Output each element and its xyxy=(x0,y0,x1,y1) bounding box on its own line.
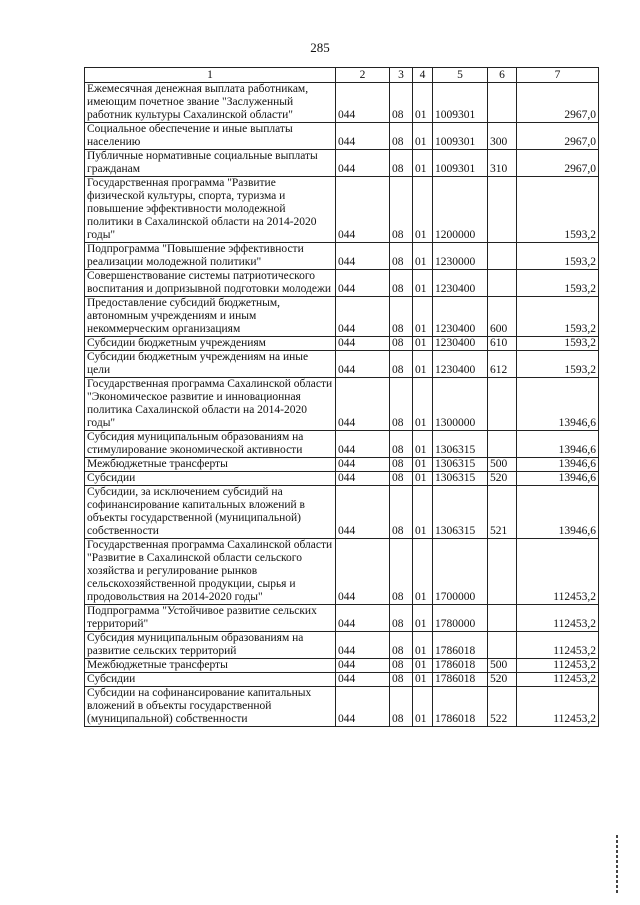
expense-type-cell xyxy=(488,632,517,659)
section-code-cell: 08 xyxy=(390,378,413,431)
section-code-cell: 08 xyxy=(390,659,413,673)
subsection-code-cell: 01 xyxy=(413,605,433,632)
table-row xyxy=(85,270,599,297)
amount-cell: 1593,2 xyxy=(517,270,599,297)
target-article-cell: 1009301 xyxy=(433,83,488,123)
item-name-cell: Межбюджетные трансферты xyxy=(85,659,336,673)
target-article-cell: 1786018 xyxy=(433,659,488,673)
ministry-code-cell: 044 xyxy=(336,297,390,337)
ministry-code-cell: 044 xyxy=(336,270,390,297)
item-name-cell: Ежемесячная денежная выплата работникам, имеющим почетное звание "Заслуженный работник культуры Сахалинской области" xyxy=(85,83,336,123)
target-article-cell: 1780000 xyxy=(433,605,488,632)
table-row xyxy=(85,472,599,486)
expense-type-cell xyxy=(488,83,517,123)
table-row xyxy=(85,539,599,605)
ministry-code-cell: 044 xyxy=(336,123,390,150)
ministry-code-cell: 044 xyxy=(336,337,390,351)
section-code-cell: 08 xyxy=(390,632,413,659)
section-code-cell: 08 xyxy=(390,351,413,378)
target-article-cell: 1230400 xyxy=(433,270,488,297)
section-code-cell: 08 xyxy=(390,177,413,243)
section-code-cell: 08 xyxy=(390,270,413,297)
item-name-cell: Государственная программа Сахалинской области "Развитие в Сахалинской области сельского хозяйства и регулирование рынков сельскохозяйственной продукции, сырья и продовольствия на 2014-2020 годы" xyxy=(85,539,336,605)
amount-cell: 112453,2 xyxy=(517,659,599,673)
item-name-cell: Социальное обеспечение и иные выплаты населению xyxy=(85,123,336,150)
target-article-cell: 1306315 xyxy=(433,472,488,486)
section-code-cell: 08 xyxy=(390,539,413,605)
subsection-code-cell: 01 xyxy=(413,659,433,673)
amount-cell: 2967,0 xyxy=(517,150,599,177)
amount-cell: 13946,6 xyxy=(517,472,599,486)
target-article-cell: 1786018 xyxy=(433,687,488,727)
subsection-code-cell: 01 xyxy=(413,243,433,270)
ministry-code-cell: 044 xyxy=(336,539,390,605)
item-name-cell: Межбюджетные трансферты xyxy=(85,458,336,472)
section-code-cell: 08 xyxy=(390,472,413,486)
scan-edge-mark xyxy=(616,835,618,895)
expense-type-cell xyxy=(488,605,517,632)
table-row xyxy=(85,632,599,659)
subsection-code-cell: 01 xyxy=(413,351,433,378)
item-name-cell: Субсидии на софинансирование капитальных вложений в объекты государственной (муниципальной) собственности xyxy=(85,687,336,727)
item-name-cell: Субсидии xyxy=(85,472,336,486)
ministry-code-cell: 044 xyxy=(336,351,390,378)
subsection-code-cell: 01 xyxy=(413,486,433,539)
table-row xyxy=(85,659,599,673)
table-row xyxy=(85,431,599,458)
column-header: 5 xyxy=(433,68,488,83)
table-row xyxy=(85,378,599,431)
ministry-code-cell: 044 xyxy=(336,431,390,458)
ministry-code-cell: 044 xyxy=(336,472,390,486)
target-article-cell: 1306315 xyxy=(433,486,488,539)
expense-type-cell: 310 xyxy=(488,150,517,177)
section-code-cell: 08 xyxy=(390,83,413,123)
item-name-cell: Государственная программа "Развитие физической культуры, спорта, туризма и повышение эффективности молодежной политики в Сахалинской области на 2014-2020 годы" xyxy=(85,177,336,243)
subsection-code-cell: 01 xyxy=(413,632,433,659)
item-name-cell: Субсидия муниципальным образованиям на развитие сельских территорий xyxy=(85,632,336,659)
ministry-code-cell: 044 xyxy=(336,673,390,687)
item-name-cell: Субсидия муниципальным образованиям на стимулирование экономической активности xyxy=(85,431,336,458)
expense-type-cell: 521 xyxy=(488,486,517,539)
column-header: 4 xyxy=(413,68,433,83)
section-code-cell: 08 xyxy=(390,605,413,632)
expense-type-cell: 300 xyxy=(488,123,517,150)
ministry-code-cell: 044 xyxy=(336,378,390,431)
table-row xyxy=(85,150,599,177)
subsection-code-cell: 01 xyxy=(413,297,433,337)
section-code-cell: 08 xyxy=(390,150,413,177)
item-name-cell: Субсидии, за исключением субсидий на софинансирование капитальных вложений в объекты государственной (муниципальной) собственности xyxy=(85,486,336,539)
table-row xyxy=(85,605,599,632)
amount-cell: 13946,6 xyxy=(517,486,599,539)
expense-type-cell xyxy=(488,431,517,458)
target-article-cell: 1230400 xyxy=(433,351,488,378)
section-code-cell: 08 xyxy=(390,243,413,270)
section-code-cell: 08 xyxy=(390,297,413,337)
ministry-code-cell: 044 xyxy=(336,83,390,123)
table-row xyxy=(85,243,599,270)
amount-cell: 112453,2 xyxy=(517,673,599,687)
item-name-cell: Субсидии xyxy=(85,673,336,687)
ministry-code-cell: 044 xyxy=(336,243,390,270)
amount-cell: 112453,2 xyxy=(517,687,599,727)
section-code-cell: 08 xyxy=(390,431,413,458)
subsection-code-cell: 01 xyxy=(413,673,433,687)
amount-cell: 1593,2 xyxy=(517,351,599,378)
expense-type-cell: 520 xyxy=(488,472,517,486)
expense-type-cell: 600 xyxy=(488,297,517,337)
target-article-cell: 1230000 xyxy=(433,243,488,270)
expense-type-cell: 500 xyxy=(488,458,517,472)
amount-cell: 112453,2 xyxy=(517,539,599,605)
column-header: 3 xyxy=(390,68,413,83)
expense-type-cell: 522 xyxy=(488,687,517,727)
item-name-cell: Субсидии бюджетным учреждениям xyxy=(85,337,336,351)
target-article-cell: 1786018 xyxy=(433,673,488,687)
expense-type-cell xyxy=(488,378,517,431)
amount-cell: 2967,0 xyxy=(517,83,599,123)
expense-type-cell xyxy=(488,243,517,270)
item-name-cell: Субсидии бюджетным учреждениям на иные цели xyxy=(85,351,336,378)
table-row xyxy=(85,337,599,351)
target-article-cell: 1306315 xyxy=(433,431,488,458)
target-article-cell: 1230400 xyxy=(433,337,488,351)
section-code-cell: 08 xyxy=(390,123,413,150)
amount-cell: 13946,6 xyxy=(517,431,599,458)
amount-cell: 2967,0 xyxy=(517,123,599,150)
subsection-code-cell: 01 xyxy=(413,123,433,150)
subsection-code-cell: 01 xyxy=(413,687,433,727)
table-row xyxy=(85,83,599,123)
table-row xyxy=(85,486,599,539)
target-article-cell: 1300000 xyxy=(433,378,488,431)
subsection-code-cell: 01 xyxy=(413,270,433,297)
section-code-cell: 08 xyxy=(390,687,413,727)
table-header-row xyxy=(85,68,599,83)
table-row xyxy=(85,687,599,727)
subsection-code-cell: 01 xyxy=(413,150,433,177)
ministry-code-cell: 044 xyxy=(336,177,390,243)
item-name-cell: Подпрограмма "Повышение эффективности реализации молодежной политики" xyxy=(85,243,336,270)
expense-type-cell: 500 xyxy=(488,659,517,673)
table-body xyxy=(85,83,599,727)
item-name-cell: Предоставление субсидий бюджетным, автономным учреждениям и иным некоммерческим организациям xyxy=(85,297,336,337)
subsection-code-cell: 01 xyxy=(413,539,433,605)
amount-cell: 13946,6 xyxy=(517,458,599,472)
amount-cell: 112453,2 xyxy=(517,632,599,659)
subsection-code-cell: 01 xyxy=(413,458,433,472)
subsection-code-cell: 01 xyxy=(413,378,433,431)
ministry-code-cell: 044 xyxy=(336,687,390,727)
item-name-cell: Государственная программа Сахалинской области "Экономическое развитие и инновационная политика Сахалинской области на 2014-2020 годы" xyxy=(85,378,336,431)
target-article-cell: 1306315 xyxy=(433,458,488,472)
expense-type-cell: 612 xyxy=(488,351,517,378)
table-row xyxy=(85,351,599,378)
table-row xyxy=(85,123,599,150)
item-name-cell: Публичные нормативные социальные выплаты гражданам xyxy=(85,150,336,177)
item-name-cell: Подпрограмма "Устойчивое развитие сельских территорий" xyxy=(85,605,336,632)
section-code-cell: 08 xyxy=(390,458,413,472)
subsection-code-cell: 01 xyxy=(413,337,433,351)
section-code-cell: 08 xyxy=(390,337,413,351)
expense-type-cell xyxy=(488,177,517,243)
ministry-code-cell: 044 xyxy=(336,659,390,673)
amount-cell: 1593,2 xyxy=(517,243,599,270)
expense-type-cell: 520 xyxy=(488,673,517,687)
subsection-code-cell: 01 xyxy=(413,472,433,486)
target-article-cell: 1700000 xyxy=(433,539,488,605)
target-article-cell: 1786018 xyxy=(433,632,488,659)
ministry-code-cell: 044 xyxy=(336,150,390,177)
subsection-code-cell: 01 xyxy=(413,177,433,243)
page-number: 285 xyxy=(310,40,330,55)
section-code-cell: 08 xyxy=(390,486,413,539)
amount-cell: 112453,2 xyxy=(517,605,599,632)
column-header: 1 xyxy=(85,68,336,83)
amount-cell: 13946,6 xyxy=(517,378,599,431)
table-row xyxy=(85,673,599,687)
amount-cell: 1593,2 xyxy=(517,177,599,243)
ministry-code-cell: 044 xyxy=(336,458,390,472)
expense-type-cell xyxy=(488,539,517,605)
expense-type-cell: 610 xyxy=(488,337,517,351)
amount-cell: 1593,2 xyxy=(517,337,599,351)
target-article-cell: 1230400 xyxy=(433,297,488,337)
column-header: 2 xyxy=(336,68,390,83)
ministry-code-cell: 044 xyxy=(336,605,390,632)
table-row xyxy=(85,177,599,243)
budget-table xyxy=(84,67,599,727)
target-article-cell: 1009301 xyxy=(433,123,488,150)
column-header: 7 xyxy=(517,68,599,83)
amount-cell: 1593,2 xyxy=(517,297,599,337)
target-article-cell: 1009301 xyxy=(433,150,488,177)
section-code-cell: 08 xyxy=(390,673,413,687)
ministry-code-cell: 044 xyxy=(336,632,390,659)
ministry-code-cell: 044 xyxy=(336,486,390,539)
subsection-code-cell: 01 xyxy=(413,431,433,458)
table-row xyxy=(85,297,599,337)
target-article-cell: 1200000 xyxy=(433,177,488,243)
item-name-cell: Совершенствование системы патриотического воспитания и допризывной подготовки молодежи xyxy=(85,270,336,297)
expense-type-cell xyxy=(488,270,517,297)
table-row xyxy=(85,458,599,472)
column-header: 6 xyxy=(488,68,517,83)
subsection-code-cell: 01 xyxy=(413,83,433,123)
